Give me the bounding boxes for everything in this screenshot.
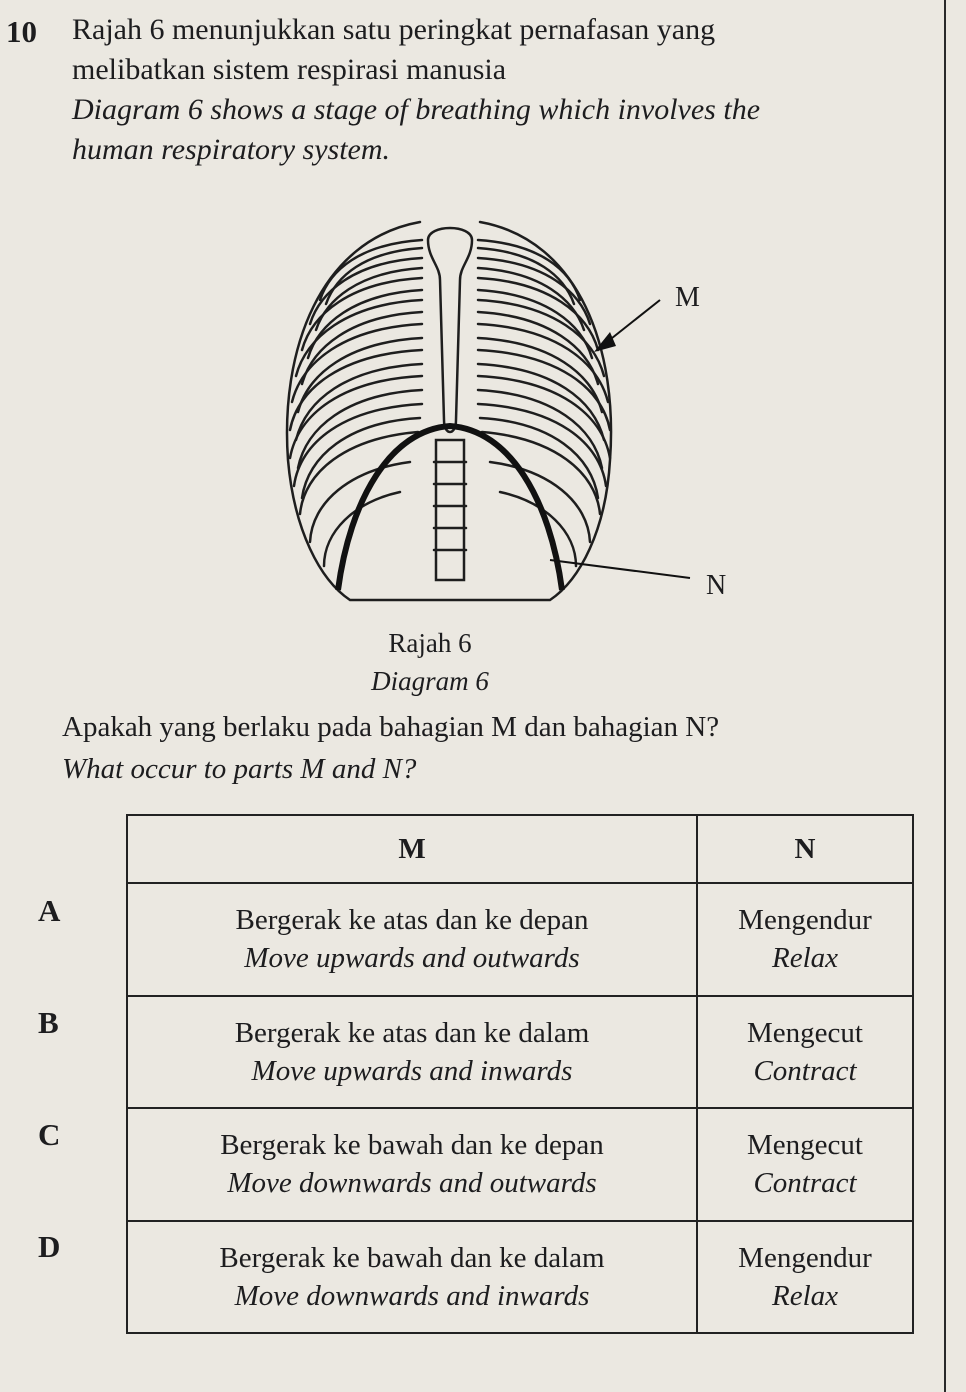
option-a-n-malay: Mengendur: [738, 904, 872, 937]
question-stem: [72, 10, 952, 170]
option-b-n-malay: Mengecut: [747, 1016, 863, 1049]
ribcage-outline: [287, 222, 611, 600]
table-header-row: [127, 815, 913, 883]
option-a-n-english: Relax: [771, 942, 838, 975]
option-d-n-malay: Mengendur: [738, 1241, 872, 1274]
option-a-n: [697, 883, 913, 996]
diaphragm: [338, 426, 562, 590]
header-n: N: [697, 815, 913, 883]
sub-question-english: What occur to parts M and N?: [62, 753, 417, 785]
option-d-m-malay: Bergerak ke bawah dan ke dalam: [219, 1241, 605, 1274]
stem-line-1: Rajah 6 menunjukkan satu peringkat pernafasan yang: [72, 13, 716, 46]
diagram-caption-malay: Rajah 6: [388, 628, 472, 658]
sub-question-malay: Apakah yang berlaku pada bahagian M dan bahagian N?: [62, 711, 720, 743]
option-a-m-english: Move upwards and outwards: [244, 942, 580, 975]
option-c-m: [127, 1108, 697, 1221]
option-c-m-malay: Bergerak ke bawah dan ke depan: [220, 1129, 604, 1162]
diagram-caption-english: Diagram 6: [371, 666, 489, 696]
option-letter-d[interactable]: D: [38, 1229, 61, 1264]
sternum: [428, 228, 472, 432]
option-a-m-malay: Bergerak ke atas dan ke depan: [235, 904, 589, 937]
option-b-m-english: Move upwards and inwards: [251, 1054, 573, 1087]
option-c-n-english: Contract: [753, 1167, 857, 1200]
page-border-line: [944, 0, 946, 1392]
option-letter-a[interactable]: A: [38, 893, 61, 928]
table-row[interactable]: [127, 883, 913, 996]
options-table: [126, 814, 914, 1334]
option-c-n: [697, 1108, 913, 1221]
option-letter-c[interactable]: C: [38, 1117, 61, 1152]
stem-line-3-english: Diagram 6 shows a stage of breathing which involves the: [72, 93, 761, 126]
option-b-n: [697, 996, 913, 1109]
option-b-n-english: Contract: [753, 1054, 857, 1087]
option-d-m: [127, 1221, 697, 1334]
option-c-n-malay: Mengecut: [747, 1129, 863, 1162]
option-d-m-english: Move downwards and inwards: [234, 1279, 590, 1312]
label-m: M: [675, 282, 700, 313]
option-d-n: [697, 1221, 913, 1334]
table-row[interactable]: [127, 996, 913, 1109]
option-b-m-malay: Bergerak ke atas dan ke dalam: [234, 1016, 590, 1049]
table-row[interactable]: [127, 1108, 913, 1221]
option-d-n-english: Relax: [771, 1279, 838, 1312]
sub-question: [62, 706, 719, 790]
option-a-m: [127, 883, 697, 996]
header-m: M: [127, 815, 697, 883]
option-b-m: [127, 996, 697, 1109]
stem-line-2: melibatkan sistem respirasi manusia: [72, 53, 507, 86]
table-row[interactable]: [127, 1221, 913, 1334]
option-letter-b[interactable]: B: [38, 1005, 59, 1040]
ribcage-diagram: [250, 200, 770, 620]
arrow-n-line: [550, 560, 690, 578]
label-n: N: [706, 570, 727, 601]
stem-line-4-english: human respiratory system.: [72, 133, 391, 166]
question-number: 10: [6, 14, 37, 49]
option-c-m-english: Move downwards and outwards: [227, 1167, 597, 1200]
